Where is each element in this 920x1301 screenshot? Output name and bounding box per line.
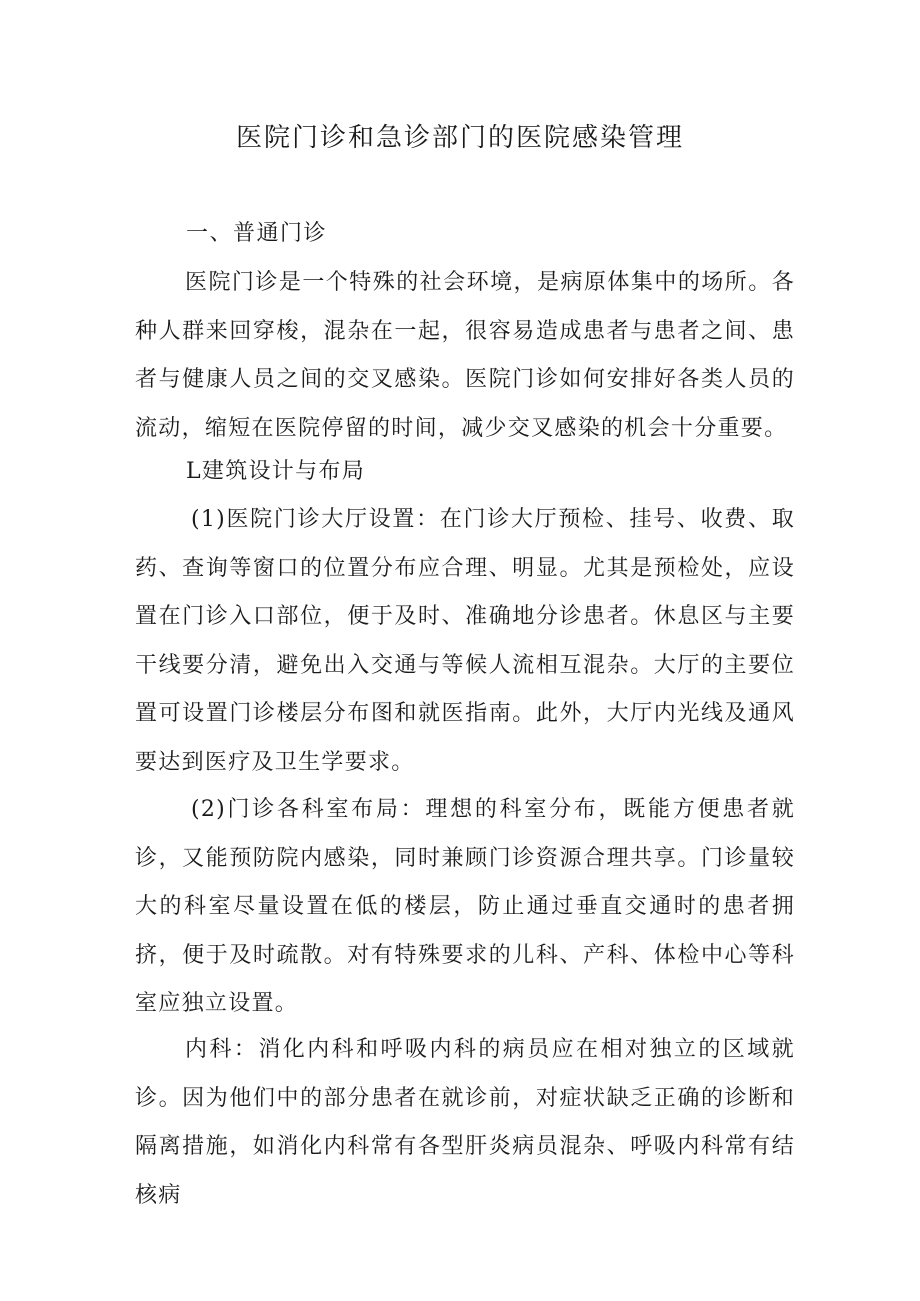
section-heading: 一、普通门诊 — [186, 221, 328, 246]
paragraph-outpatient-environment: 医院门诊是一个特殊的社会环境，是病原体集中的场所。各种人群来回穿梭，混杂在一起，很容易造成患者与患者之间、患者与健康人员之间的交叉感染。医院门诊如何安排好各类人员的流动，缩短在医院停留的时间，减少交叉感染的机会十分重要。 — [135, 270, 795, 441]
document-title: 医院门诊和急诊部门的医院感染管理 — [235, 123, 684, 153]
paragraph-lobby-setup: (1)医院门诊大厅设置：在门诊大厅预检、挂号、收费、取药、查询等窗口的位置分布应合理、明显。尤其是预检处，应设置在门诊入口部位，便于及时、准确地分诊患者。休息区与主要干线要分清，避免出入交通与等候人流相互混杂。大厅的主要位置可设置门诊楼层分布图和就医指南。此外，大厅内光线及通风要达到医疗及卫生学要求。 — [135, 507, 795, 775]
paragraph-department-layout: (2)门诊各科室布局：理想的科室分布，既能方便患者就诊，又能预防院内感染，同时兼顾门诊资源合理共享。门诊量较大的科室尽量设置在低的楼层，防止通过垂直交通时的患者拥挤，便于及时疏散。对有特殊要求的儿科、产科、体检中心等科室应独立设置。 — [135, 797, 795, 1017]
subheading-building-design: L建筑设计与布局 — [186, 459, 366, 484]
paragraph-internal-medicine: 内科：消化内科和呼吸内科的病员应在相对独立的区域就诊。因为他们中的部分患者在就诊前，对症状缺乏正确的诊断和隔离措施，如消化内科常有各型肝炎病员混杂、呼吸内科常有结核病 — [135, 1037, 795, 1208]
